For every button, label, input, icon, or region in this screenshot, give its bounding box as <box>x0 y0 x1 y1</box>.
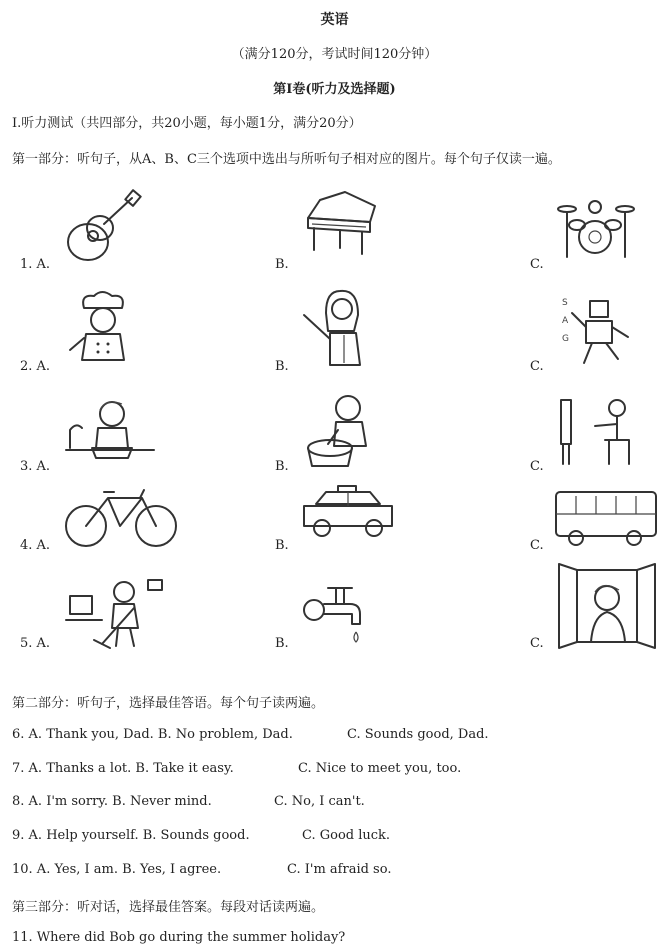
q3-label-c: C. <box>530 459 544 474</box>
q4-label-b: B. <box>275 538 289 553</box>
part1-instructions: 第一部分：听句子，从A、B、C三个选项中选出与所听句子相对应的图片。每个句子仅读一遍。 <box>12 152 561 167</box>
man-watching-tv-icon <box>555 390 640 470</box>
q10-option-c: C. I'm afraid so. <box>287 862 392 877</box>
q7-options-ab: 7. A. Thanks a lot. B. Take it easy. <box>12 761 234 776</box>
q5-label-a: 5. A. <box>20 636 51 651</box>
svg-text:A: A <box>562 316 569 326</box>
drum-set-icon <box>555 195 640 270</box>
q6-option-c: C. Sounds good, Dad. <box>347 727 489 742</box>
q1-label-c: C. <box>530 257 544 272</box>
paper-title: 英语 <box>320 12 349 28</box>
q9-options-ab: 9. A. Help yourself. B. Sounds good. <box>12 828 250 843</box>
guitar-icon <box>60 190 145 270</box>
q6-options-ab: 6. A. Thank you, Dad. B. No problem, Dad. <box>12 727 293 742</box>
q4-label-c: C. <box>530 538 544 553</box>
taxi-icon <box>298 484 398 546</box>
boy-at-window-icon <box>555 562 660 652</box>
q5-label-c: C. <box>530 636 544 651</box>
girl-sweeping-icon <box>62 574 167 654</box>
q2-label-c: C. <box>530 359 544 374</box>
q9-option-c: C. Good luck. <box>302 828 391 843</box>
svg-text:G: G <box>562 334 569 344</box>
q10-options-ab: 10. A. Yes, I am. B. Yes, I agree. <box>12 862 222 877</box>
q8-options-ab: 8. A. I'm sorry. B. Never mind. <box>12 794 212 809</box>
q2-label-a: 2. A. <box>20 359 51 374</box>
part3-instructions: 第三部分：听对话，选择最佳答案。每段对话读两遍。 <box>12 900 325 915</box>
bicycle-icon <box>64 484 179 550</box>
teacher-icon <box>300 285 385 370</box>
boy-washing-clothes-icon <box>300 390 385 470</box>
q4-label-a: 4. A. <box>20 538 51 553</box>
q2-label-b: B. <box>275 359 289 374</box>
robot-dancer-icon <box>560 293 640 368</box>
boy-studying-icon <box>62 392 157 472</box>
q1-label-b: B. <box>275 257 289 272</box>
svg-text:S: S <box>562 298 568 308</box>
q3-label-a: 3. A. <box>20 459 51 474</box>
bus-icon <box>552 488 662 550</box>
water-tap-icon <box>300 580 380 650</box>
listening-intro: Ⅰ.听力测试（共四部分，共20小题，每小题1分，满分20分） <box>12 116 362 131</box>
q11-question: 11. Where did Bob go during the summer holiday? <box>12 930 346 945</box>
part2-instructions: 第二部分：听句子，选择最佳答语。每个句子读两遍。 <box>12 696 325 711</box>
q5-label-b: B. <box>275 636 289 651</box>
piano-icon <box>300 188 385 268</box>
q8-option-c: C. No, I can't. <box>274 794 365 809</box>
q3-label-b: B. <box>275 459 289 474</box>
exam-info: （满分120分，考试时间120分钟） <box>231 47 438 62</box>
chef-icon <box>62 288 147 368</box>
volume-heading: 第Ⅰ卷(听力及选择题) <box>273 82 396 97</box>
q1-label-a: 1. A. <box>20 257 51 272</box>
q7-option-c: C. Nice to meet you, too. <box>298 761 462 776</box>
